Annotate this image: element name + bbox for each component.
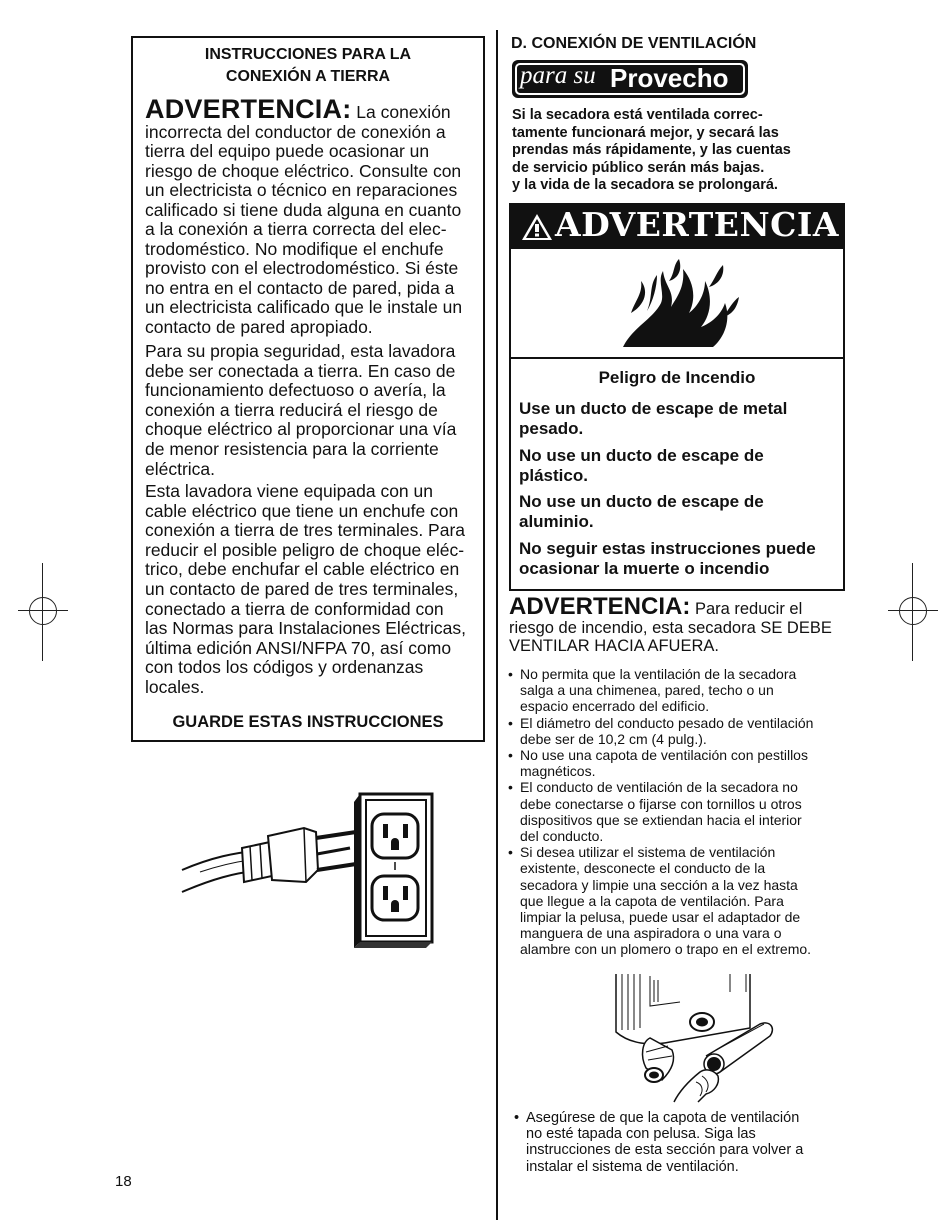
warning-header-text: ADVERTENCIA <box>555 205 839 244</box>
bullet-line: existente, desconecte el conducto de la <box>520 860 766 877</box>
list-item: • El conducto de ventilación de la secadora no debe conectarse o fijarse con tornillos u otros dispositivos que se extiendan hacia el interior del conducto. <box>508 779 848 844</box>
bullet-line: No use una capota de ventilación con pestillos <box>520 747 808 764</box>
paragraph-line: última edición ANSI/NFPA 70, así como <box>145 637 452 658</box>
paragraph-line: debe ser conectada a tierra. En caso de <box>145 360 456 381</box>
dryer-vent-illustration <box>610 972 780 1104</box>
bullet-line: alambre con un plomero o trapo en el extremo. <box>520 941 812 958</box>
bullet-line: salga a una chimenea, pared, techo o un <box>520 682 774 699</box>
warning2-line: Para reducir el <box>694 600 803 618</box>
paragraph-line: con todos los códigos y ordenanzas <box>145 657 424 678</box>
benefit-line: de servicio público serán más bajas. <box>512 159 765 176</box>
hazard-line: No use un ducto de escape de <box>519 492 764 511</box>
hazard-line: aluminio. <box>519 511 594 531</box>
paragraph-line: conexión a tierra de tres terminales. Para <box>145 520 466 541</box>
bullet-line: El diámetro del conducto pesado de ventilación <box>520 714 814 731</box>
benefit-line: y la vida de la secadora se prolongará. <box>512 177 778 193</box>
warning-line: no entra en el contacto de pared, pida a <box>145 277 455 298</box>
hazard-line: Use un ducto de escape de metal <box>519 399 788 418</box>
paragraph-line: eléctrica. <box>145 458 216 479</box>
column-divider <box>496 30 498 1220</box>
warning-line: trodoméstico. No modifique el enchufe <box>145 238 444 259</box>
lint-bullet <box>514 1110 844 1175</box>
plug-outlet-illustration <box>180 790 440 950</box>
benefit-line: Si la secadora está ventilada correc- <box>512 107 763 123</box>
page-number: 18 <box>115 1173 132 1190</box>
bullet-line: del conducto. <box>520 828 604 845</box>
warning-line: un electricista calificado que le instale un <box>145 297 463 317</box>
bullet-line: Asegúrese de que la capota de ventilación <box>526 1110 800 1126</box>
warning-line: a la conexión a tierra correcta del elec- <box>145 219 447 239</box>
bullet-line: espacio encerrado del edificio. <box>520 698 710 715</box>
warning-line: calificado si tiene duda alguna en cuanto <box>145 199 462 220</box>
hazard-line: No use un ducto de escape de <box>519 446 764 465</box>
box-title-line2: CONEXIÓN A TIERRA <box>225 68 391 85</box>
bullet-line: no esté tapada con pelusa. Siga las <box>526 1126 756 1143</box>
hazard-line: pesado. <box>519 418 584 438</box>
warning-separator <box>511 357 843 359</box>
hazard-item <box>519 446 839 485</box>
benefit-line: tamente funcionará mejor, y secará las <box>512 124 779 141</box>
hazard-item <box>519 492 839 531</box>
warning-line: tierra del equipo puede ocasionar un <box>145 141 430 161</box>
warning2-line: riesgo de incendio, esta secadora SE DEBE <box>509 618 832 637</box>
warning-line: provisto con el electrodoméstico. Si éste <box>145 258 459 278</box>
hazard-line: ocasionar la muerte o incendio <box>519 558 770 578</box>
bullet-line: Si desea utilizar el sistema de ventilación <box>520 844 776 861</box>
paragraph-line: choque eléctrico al proporcionar una vía <box>145 419 457 440</box>
warning2-label: ADVERTENCIA: <box>509 593 691 620</box>
paragraph-line: funcionamiento defectuoso o avería, la <box>145 380 446 401</box>
warning-line: un electricista o técnico en reparaciones <box>145 180 458 200</box>
para-su-provecho-badge <box>512 60 748 98</box>
warning-line: incorrecta del conductor de conexión a <box>145 121 446 142</box>
list-item: • Asegúrese de que la capota de ventilación no esté tapada con pelusa. Siga las instrucciones de esta sección para volver a instalar el sistema de ventilación. <box>514 1110 844 1175</box>
warning-line: contacto de pared apropiado. <box>145 316 373 337</box>
paragraph-line: locales. <box>145 676 205 697</box>
list-item: • No use una capota de ventilación con pestillos magnéticos. <box>508 747 848 779</box>
bullet-line: debe ser de 10,2 cm (4 pulg.). <box>520 730 707 747</box>
bullet-line: instalar el sistema de ventilación. <box>526 1158 739 1175</box>
bullet-line: secadora y limpie una sección a la vez hasta <box>520 876 798 893</box>
safety-paragraph <box>145 342 479 479</box>
paragraph-line: las Normas para Instalaciones Eléctricas, <box>145 618 466 639</box>
list-item: • No permita que la ventilación de la secadora salga a una chimenea, pared, techo o un espacio encerrado del edificio. <box>508 666 848 715</box>
paragraph-line: reducir el posible peligro de choque eléc- <box>145 539 465 560</box>
fire-warning-box <box>509 203 845 591</box>
badge-part1: para su <box>520 62 596 89</box>
warning-line: riesgo de choque eléctrico. Consulte con <box>145 160 462 181</box>
bullet-line: que llegue a la capota de ventilación. Para <box>520 892 784 909</box>
save-instructions: GUARDE ESTAS INSTRUCCIONES <box>172 713 444 731</box>
paragraph-line: Esta lavadora viene equipada con un <box>145 481 433 501</box>
bullet-line: magnéticos. <box>520 763 596 780</box>
paragraph-line: cable eléctrico que tiene un enchufe con <box>145 500 459 521</box>
benefit-text <box>512 107 837 195</box>
paragraph-line: Para su propia seguridad, esta lavadora <box>145 341 456 361</box>
warning-label: ADVERTENCIA: <box>145 94 352 124</box>
badge-part2: Provecho <box>610 63 729 93</box>
vent-warning <box>509 593 849 656</box>
paragraph-line: trico, debe enchufar el cable eléctrico en <box>145 559 460 580</box>
bullet-line: debe conectarse o fijarse con tornillos u otros <box>520 795 802 812</box>
bullet-line: manguera de una aspiradora o una vara o <box>520 925 782 942</box>
warning-triangle-icon <box>521 213 553 241</box>
bullet-line: limpiar la pelusa, puede usar el adaptador de <box>520 909 801 926</box>
warning-line: La conexión <box>356 102 451 122</box>
benefit-line: prendas más rápidamente, y las cuentas <box>512 142 791 158</box>
paragraph-line: de menor resistencia para la corriente <box>145 438 439 459</box>
grounding-warning <box>145 94 477 337</box>
list-item: • El diámetro del conducto pesado de ventilación debe ser de 10,2 cm (4 pulg.). <box>508 715 848 747</box>
list-item: • Si desea utilizar el sistema de ventilación existente, desconecte el conducto de la secadora y limpie una sección a la vez hasta que llegue a la capota de ventilación. Para limpiar la pelusa, puede usar el adaptador de manguera de una aspiradora o una vara o alambre con un plomero o trapo en el extremo. <box>508 844 848 957</box>
bullet-line: instrucciones de esta sección para volver a <box>526 1142 804 1159</box>
paragraph-line: conectado a tierra de conformidad con <box>145 598 444 619</box>
grounding-instructions-box <box>131 36 485 742</box>
hazard-title: Peligro de Incendio <box>598 368 756 387</box>
warning2-line: VENTILAR HACIA AFUERA. <box>509 637 719 655</box>
box-title-line1: INSTRUCCIONES PARA LA <box>204 46 412 63</box>
paragraph-line: un contacto de pared de tres terminales, <box>145 578 459 599</box>
plug-paragraph <box>145 482 479 698</box>
hazard-line: plástico. <box>519 465 588 485</box>
section-title: D. CONEXIÓN DE VENTILACIÓN <box>511 35 757 52</box>
hazard-line: No seguir estas instrucciones puede <box>519 539 816 558</box>
bullet-line: dispositivos que se extiendan hacia el interior <box>520 811 802 828</box>
warning-header-bar <box>511 205 843 249</box>
bullet-line: El conducto de ventilación de la secadora no <box>520 779 798 796</box>
hazard-item <box>519 399 839 438</box>
vent-bullet-list <box>508 666 848 958</box>
bullet-line: No permita que la ventilación de la secadora <box>520 666 797 682</box>
hazard-item <box>519 539 839 578</box>
fire-icon <box>613 257 743 349</box>
paragraph-line: conexión a tierra reducirá el riesgo de <box>145 399 438 420</box>
